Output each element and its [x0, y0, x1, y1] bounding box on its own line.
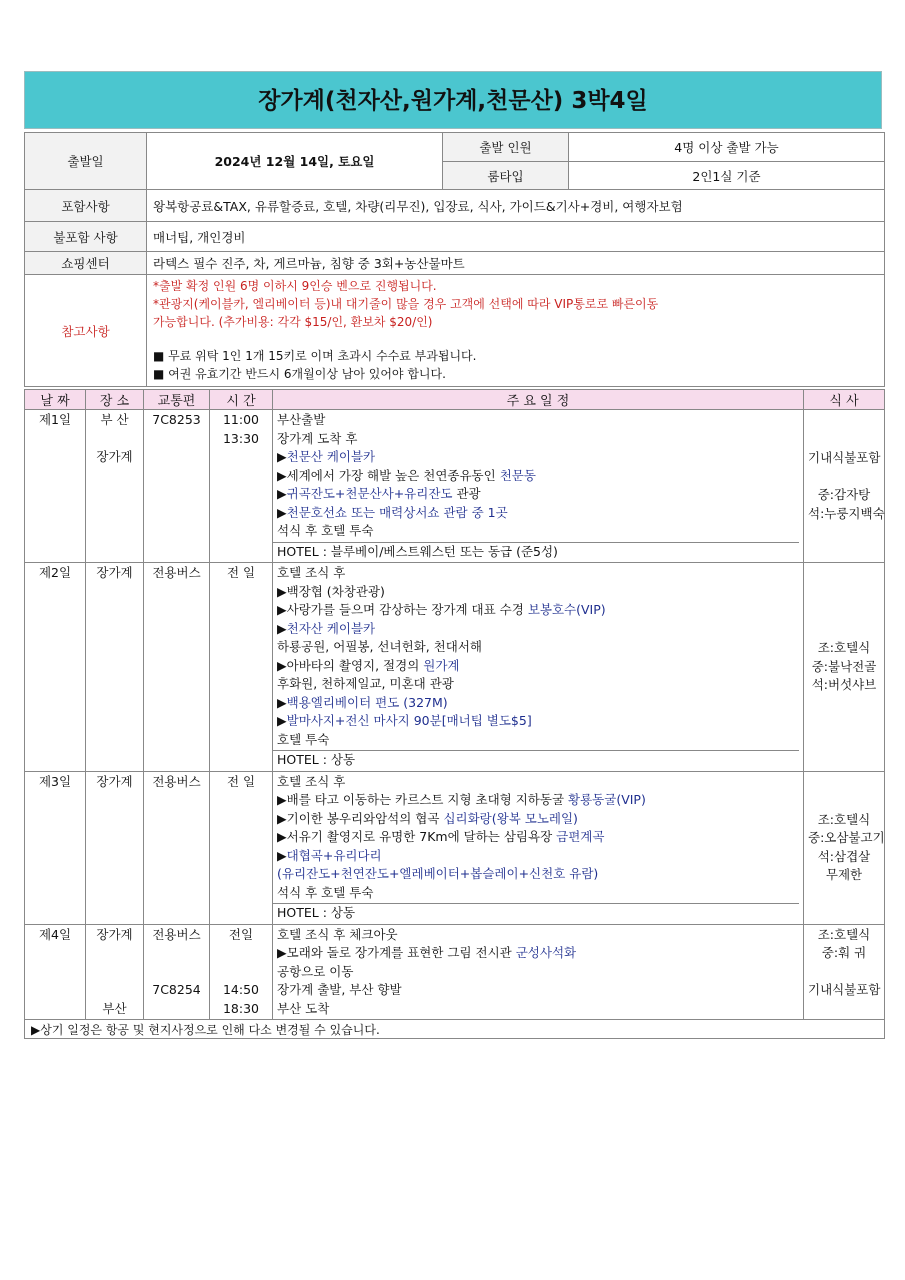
header-itinerary: 주 요 일 정	[273, 390, 804, 410]
day2-row	[25, 563, 885, 772]
header-time: 시 간	[210, 390, 273, 410]
note-2: ■ 여권 유효기간 반드시 6개월이상 남아 있어야 합니다.	[153, 367, 446, 381]
room-label: 룸타입	[443, 162, 569, 190]
day3-day: 제3일	[25, 771, 86, 924]
note-red-3: 가능합니다. (추가비용: 각각 $15/인, 환보차 $20/인)	[153, 315, 433, 329]
day4-row	[25, 924, 885, 1020]
shopping-value: 라텍스 필수 진주, 차, 게르마늄, 침향 중 3회+농산물마트	[147, 252, 885, 275]
included-value: 왕복항공료&TAX, 유류할증료, 호텔, 차량(리무진), 입장료, 식사, 가이드&기사+경비, 여행자보험	[147, 190, 885, 222]
footer-note: ▶상기 일정은 항공 및 현지사정으로 인해 다소 변경될 수 있습니다.	[25, 1020, 885, 1039]
day2-transport: 전용버스	[144, 563, 210, 772]
note-red-1: *출발 확정 인원 6명 이하시 9인승 벤으로 진행됩니다.	[153, 279, 437, 293]
notes-label: 참고사항	[25, 275, 147, 387]
day1-hotel: HOTEL : 블루베이/베스트웨스턴 또는 동급 (준5성)	[273, 542, 799, 562]
departure-value: 2024년 12월 14일, 토요일	[147, 133, 443, 190]
day2-hotel: HOTEL : 상동	[273, 750, 799, 770]
day1-transport: 7C8253	[144, 410, 210, 563]
day3-row	[25, 771, 885, 924]
departure-label: 출발일	[25, 133, 147, 190]
day3-place: 장가계	[86, 771, 144, 924]
day1-row	[25, 410, 885, 563]
min-people-label: 출발 인원	[443, 133, 569, 162]
page-title: 장가계(천자산,원가계,천문산) 3박4일	[24, 71, 882, 129]
day4-place: 장가계 부산	[86, 924, 144, 1020]
info-table	[24, 132, 885, 387]
day2-time: 전 일	[210, 563, 273, 772]
day3-meal: 조:호텔식 중:오삼불고기 석:삼겹살 무제한	[804, 771, 885, 924]
notes-content	[147, 275, 885, 387]
room-value: 2인1실 기준	[569, 162, 885, 190]
day4-itinerary: 호텔 조식 후 체크아웃 ▶모래와 돌로 장가계를 표현한 그림 전시관 군성사석화 공항으로 이동 장가계 출발, 부산 향발 부산 도착	[273, 924, 804, 1020]
day1-place: 부 산 장가계	[86, 410, 144, 563]
header-transport: 교통편	[144, 390, 210, 410]
day1-day: 제1일	[25, 410, 86, 563]
min-people-value: 4명 이상 출발 가능	[569, 133, 885, 162]
day1-meal: 기내식불포함 중:감자탕 석:누룽지백숙	[804, 410, 885, 563]
note-1: ■ 무료 위탁 1인 1개 15키로 이며 초과시 수수료 부과됩니다.	[153, 349, 477, 363]
day3-itinerary: 호텔 조식 후 ▶배를 타고 이동하는 카르스트 지형 초대형 지하동굴 황룡동굴(VIP) ▶기이한 봉우리와암석의 협곡 십리화랑(왕복 모노레일) ▶서유기 촬영지로 유명한 7Km에 달하는 삼림욕장 금편계곡 ▶대협곡+유리다리 (유리잔도+천연잔도+엘레베이터+봅슬레이+신천호 유람) 석식 후 호텔 투숙 HOTEL : 상동	[273, 771, 804, 924]
excluded-value: 매너팁, 개인경비	[147, 222, 885, 252]
day1-itinerary: 부산출발 장가계 도착 후 ▶천문산 케이블카 ▶세계에서 가장 해발 높은 천연종유동인 천문동 ▶귀곡잔도+천문산사+유리잔도 관광 ▶천문호선쇼 또는 매력상서쇼 관람 중 1곳 석식 후 호텔 투숙 HOTEL : 블루베이/베스트웨스턴 또는 동급 (준5성)	[273, 410, 804, 563]
day4-transport: 전용버스 7C8254	[144, 924, 210, 1020]
header-day: 날 짜	[25, 390, 86, 410]
day2-day: 제2일	[25, 563, 86, 772]
day4-time: 전일 14:50 18:30	[210, 924, 273, 1020]
day2-meal: 조:호텔식 중:불낙전골 석:버섯샤브	[804, 563, 885, 772]
day4-meal: 조:호텔식 중:훠 궈 기내식불포함	[804, 924, 885, 1020]
note-red-2: *관광지(케이블카, 엘리베이터 등)내 대기줄이 많을 경우 고객에 선택에 따라 VIP통로로 빠른이동	[153, 297, 659, 311]
shopping-label: 쇼핑센터	[25, 252, 147, 275]
header-place: 장 소	[86, 390, 144, 410]
day2-itinerary: 호텔 조식 후 ▶백장협 (차창관광) ▶사랑가를 들으며 감상하는 장가계 대표 수경 보봉호수(VIP) ▶천자산 케이블카 하룡공원, 어필봉, 선녀헌화, 천대서해 ▶아바타의 촬영지, 절경의 원가계 후화원, 천하제일교, 미혼대 관광 ▶백용엘리베이터 편도 (327M) ▶발마사지+전신 마사지 90분[매너팁 별도$5] 호텔 투숙 HOTEL : 상동	[273, 563, 804, 772]
day3-time: 전 일	[210, 771, 273, 924]
day2-place: 장가계	[86, 563, 144, 772]
included-label: 포함사항	[25, 190, 147, 222]
schedule-table	[24, 389, 885, 1039]
day3-transport: 전용버스	[144, 771, 210, 924]
header-meal: 식 사	[804, 390, 885, 410]
day4-day: 제4일	[25, 924, 86, 1020]
day3-hotel: HOTEL : 상동	[273, 903, 799, 923]
day1-time: 11:00 13:30	[210, 410, 273, 563]
excluded-label: 불포함 사항	[25, 222, 147, 252]
